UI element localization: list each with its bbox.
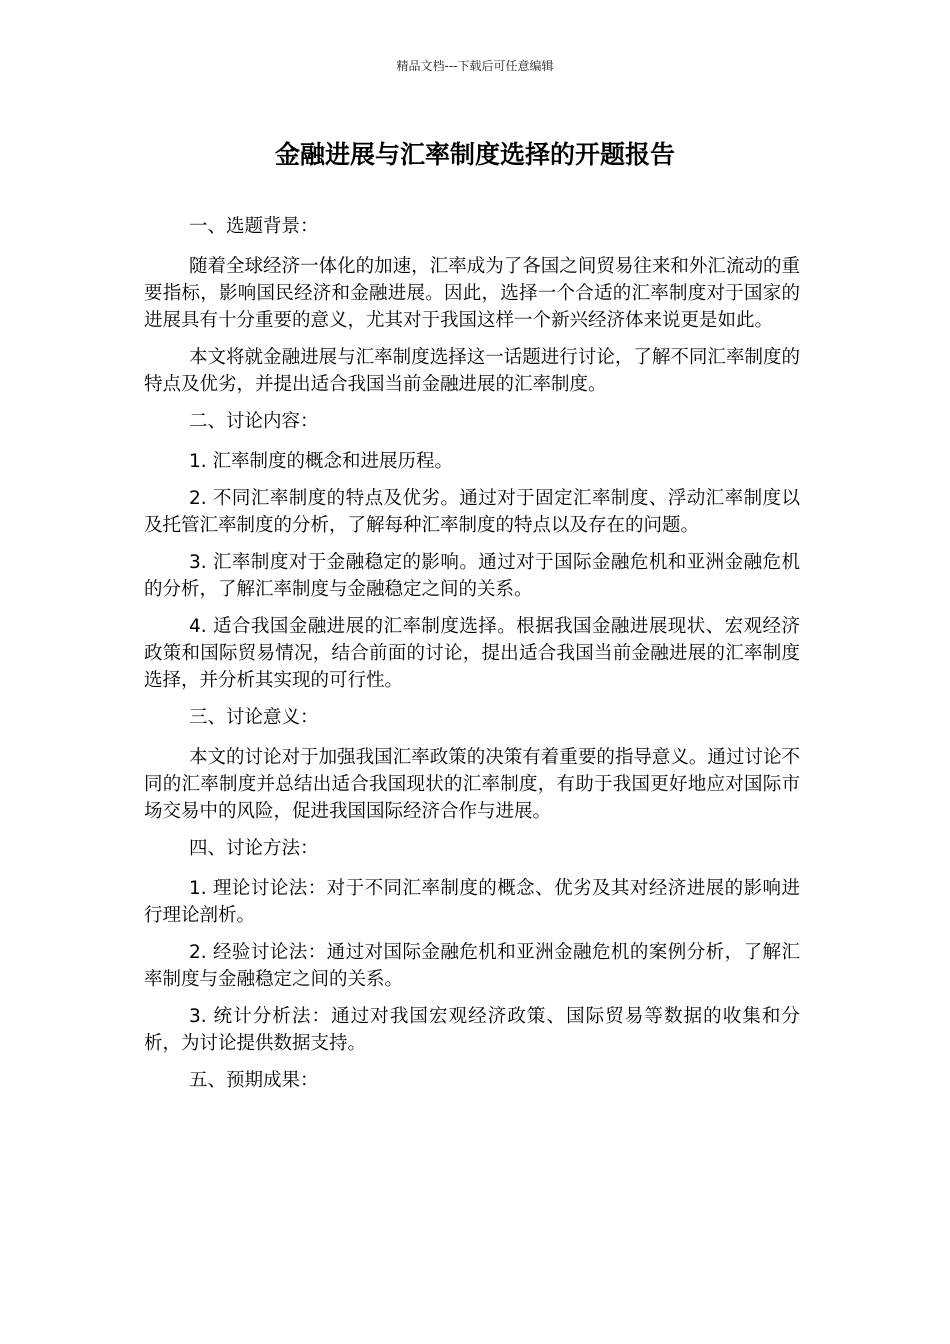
paragraph: 本文的讨论对于加强我国汇率政策的决策有着重要的指导意义。通过讨论不同的汇率制度并总结出适合我国现状的汇率制度，有助于我国更好地应对国际市场交易中的风险，促进我国国际经济合作与进展。 [144, 747, 800, 822]
list-item: 3. 汇率制度对于金融稳定的影响。通过对于国际金融危机和亚洲金融危机的分析，了解汇率制度与金融稳定之间的关系。 [144, 552, 800, 600]
paragraph: 随着全球经济一体化的加速，汇率成为了各国之间贸易往来和外汇流动的重要指标，影响国民经济和金融进展。因此，选择一个合适的汇率制度对于国家的进展具有十分重要的意义，尤其对于我国这样一个新兴经济体来说更是如此。 [144, 256, 800, 331]
list-item: 1. 理论讨论法：对于不同汇率制度的概念、优劣及其对经济进展的影响进行理论剖析。 [144, 878, 800, 926]
paragraph: 本文将就金融进展与汇率制度选择这一话题进行讨论，了解不同汇率制度的特点及优劣，并提出适合我国当前金融进展的汇率制度。 [144, 347, 800, 395]
list-item: 1. 汇率制度的概念和进展历程。 [189, 451, 454, 472]
section-heading-significance: 三、讨论意义： [189, 707, 319, 728]
section-heading-content: 二、讨论内容： [189, 411, 319, 432]
list-item: 4. 适合我国金融进展的汇率制度选择。根据我国金融进展现状、宏观经济政策和国际贸易情况，结合前面的讨论，提出适合我国当前金融进展的汇率制度选择，并分析其实现的可行性。 [144, 616, 800, 691]
list-item: 3. 统计分析法：通过对我国宏观经济政策、国际贸易等数据的收集和分析，为讨论提供数据支持。 [144, 1006, 800, 1054]
document-title: 金融进展与汇率制度选择的开题报告 [274, 140, 675, 169]
list-item: 2. 不同汇率制度的特点及优劣。通过对于固定汇率制度、浮动汇率制度以及托管汇率制度的分析，了解每种汇率制度的特点以及存在的问题。 [144, 488, 800, 536]
page-header: 精品文档---下载后可任意编辑 [396, 59, 554, 73]
document-body [144, 213, 800, 1107]
section-heading-expected-results: 五、预期成果： [189, 1070, 319, 1091]
section-heading-background: 一、选题背景： [189, 216, 319, 237]
list-item: 2. 经验讨论法：通过对国际金融危机和亚洲金融危机的案例分析，了解汇率制度与金融稳定之间的关系。 [144, 942, 800, 990]
section-heading-methods: 四、讨论方法： [189, 838, 319, 859]
